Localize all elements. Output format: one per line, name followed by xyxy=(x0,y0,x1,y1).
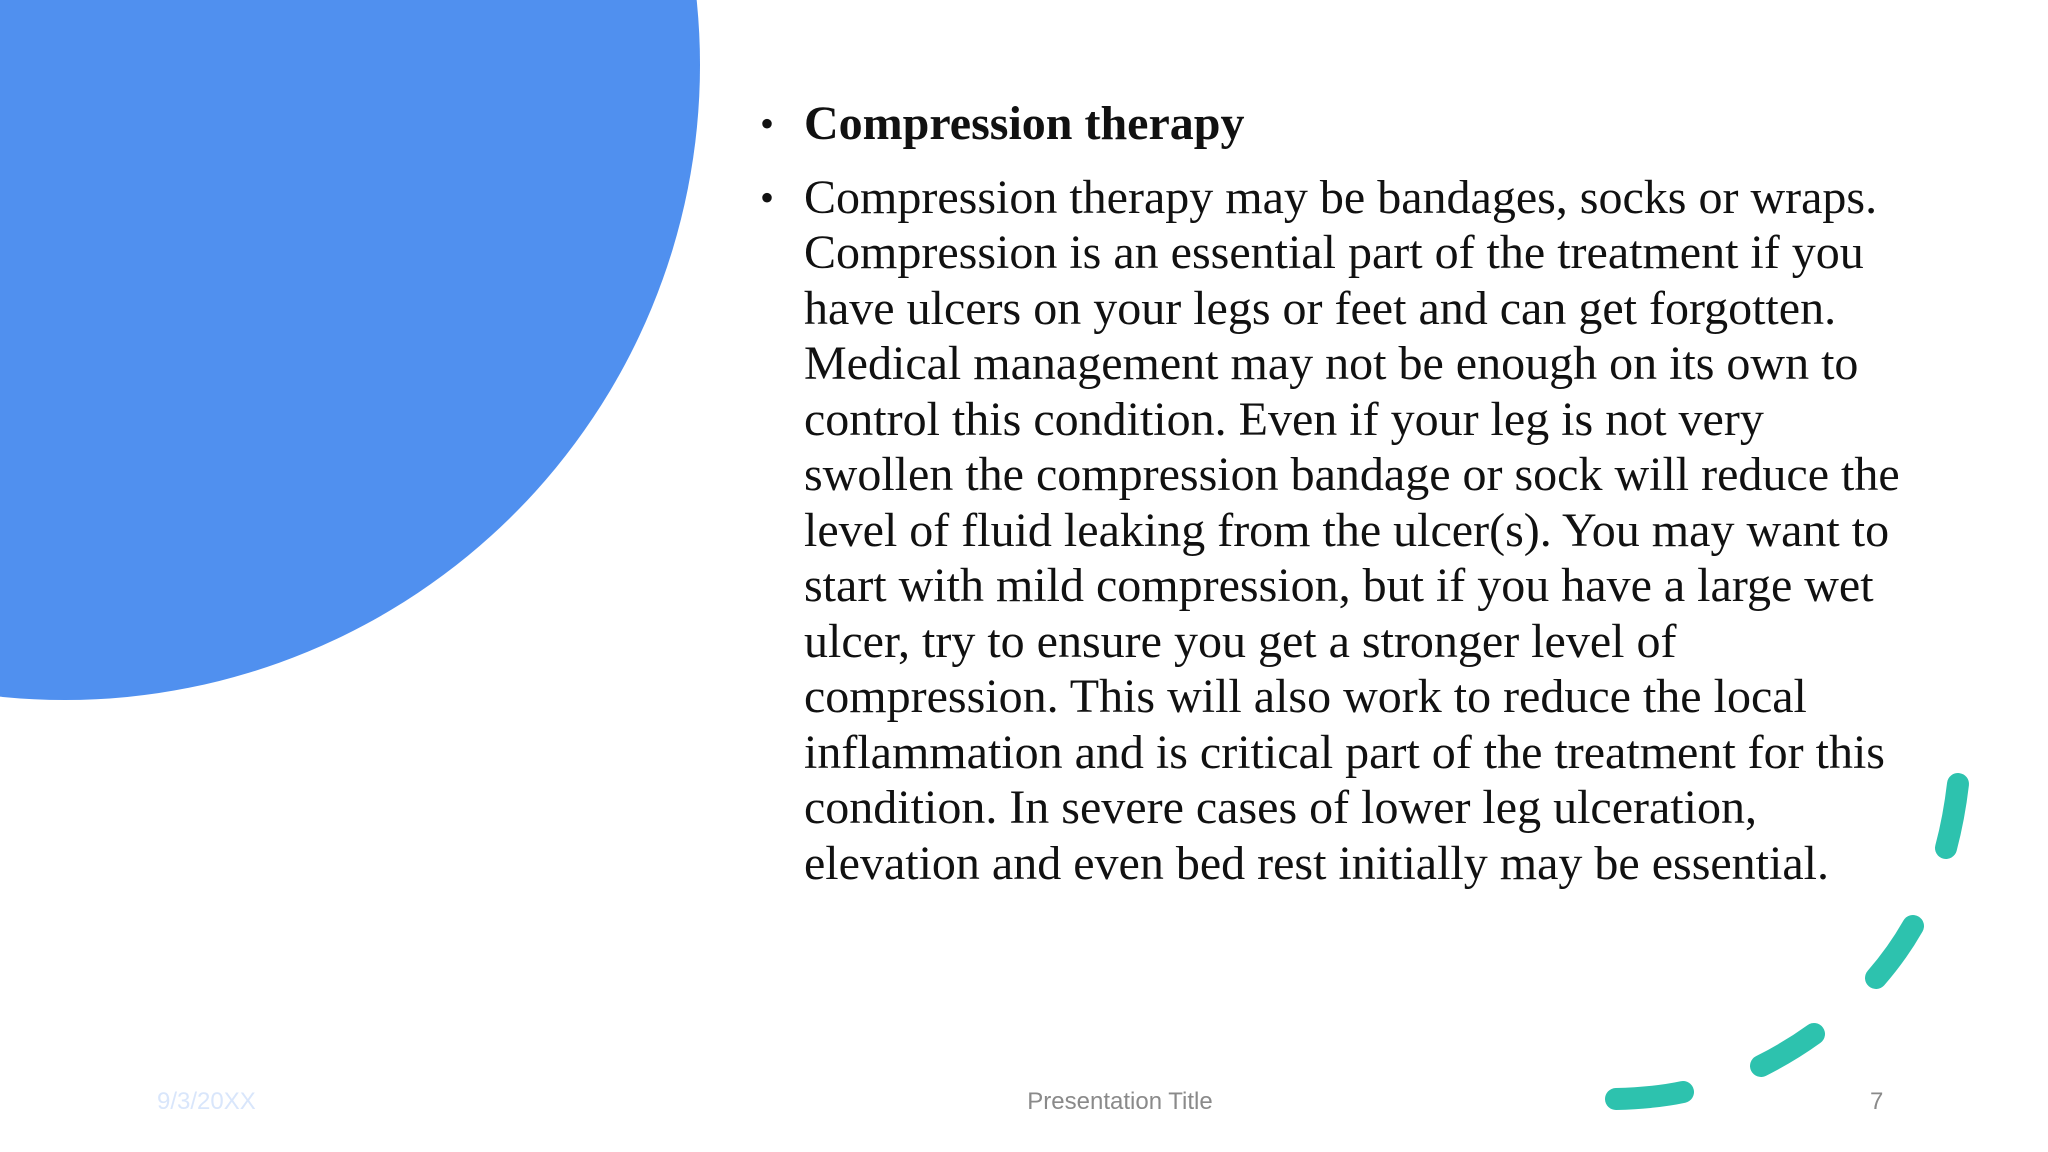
footer-date: 9/3/20XX xyxy=(157,1088,256,1115)
footer-page-number: 7 xyxy=(1870,1088,1884,1115)
slide-body xyxy=(760,96,1920,909)
bullet-paragraph xyxy=(760,170,1920,892)
dash-2 xyxy=(1876,926,1913,978)
bullet-paragraph-text: Compression therapy may be bandages, socks or wraps. Compression is an essential part of the treatment if you have ulcers on your legs or feet and can get forgotten. Medical management may not be enough on its own to control this condition. Even if your leg is not very swollen the compression bandage or sock will reduce the level of fluid leaking from the ulcer(s). You may want to start with mild compression, but if you have a large wet ulcer, try to ensure you get a stronger level of compression. This will also work to reduce the local inflammation and is critical part of the treatment for this condition. In severe cases of lower leg ulceration, elevation and even bed rest initially may be essential. xyxy=(804,170,1900,890)
footer-title: Presentation Title xyxy=(1027,1088,1213,1115)
dash-1 xyxy=(1946,784,1958,848)
bullet-heading xyxy=(760,96,1920,152)
bullet-icon: • xyxy=(760,174,775,220)
bullet-heading-text: Compression therapy xyxy=(804,97,1245,150)
bullet-icon: • xyxy=(760,101,775,146)
dash-3 xyxy=(1761,1034,1814,1066)
dash-4 xyxy=(1616,1092,1683,1099)
